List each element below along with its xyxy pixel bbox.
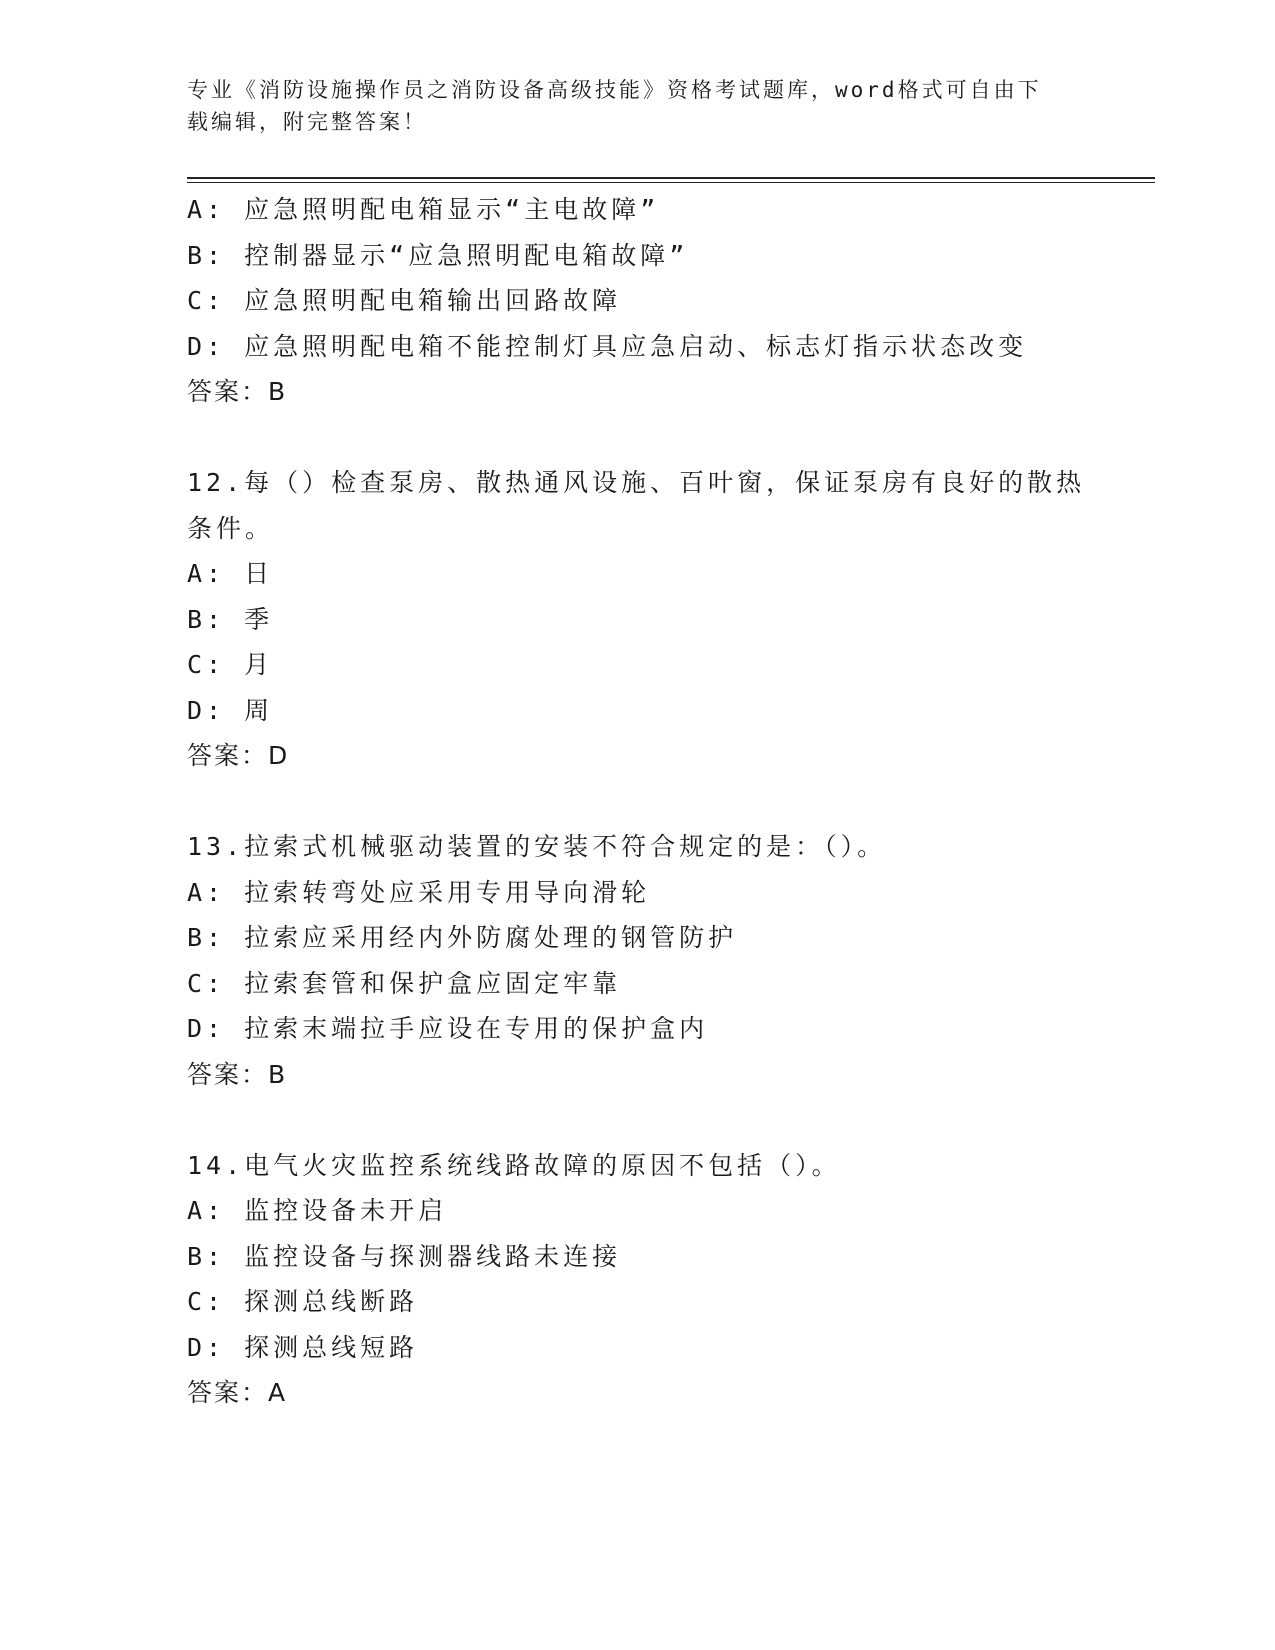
question-block-13: [187, 824, 1087, 1097]
answer-line: 答案：B: [187, 377, 288, 406]
option-a: A: 日: [187, 559, 274, 588]
option-d: D: 探测总线短路: [187, 1332, 419, 1362]
option-d: D: 周: [187, 695, 274, 725]
spacer: [187, 415, 1087, 461]
option-b: B: 拉索应采用经内外防腐处理的钢管防护: [187, 923, 738, 952]
option-a: A: 拉索转弯处应采用专用导向滑轮: [187, 877, 651, 907]
question-stem-line-1: 12.每（）检查泵房、散热通风设施、百叶窗，保证泵房有良好的散热: [187, 468, 1086, 497]
answer-line: 答案：A: [187, 1378, 288, 1407]
option-c: C: 拉索套管和保护盒应固定牢靠: [187, 968, 622, 998]
question-block-12: [187, 460, 1087, 779]
option-c: C: 应急照明配电箱输出回路故障: [187, 286, 622, 315]
answer-line: 答案：B: [187, 1059, 288, 1089]
question-block-14: [187, 1143, 1087, 1416]
option-b: B: 季: [187, 604, 274, 634]
option-a: A: 应急照明配电箱显示“主电故障”: [187, 195, 660, 224]
option-b: B: 控制器显示“应急照明配电箱故障”: [187, 240, 689, 270]
spacer: [187, 1097, 1087, 1143]
answer-line: 答案：D: [187, 741, 290, 770]
header-divider-thick: [187, 177, 1155, 179]
question-stem: 13.拉索式机械驱动装置的安装不符合规定的是：（）。: [187, 832, 887, 861]
question-block-11: [187, 187, 1087, 415]
header-line-2: 载编辑，附完整答案！: [187, 110, 427, 134]
question-list: [187, 187, 1087, 1416]
question-stem-line-2: 条件。: [187, 513, 275, 543]
option-c: C: 月: [187, 650, 274, 679]
header-line-1: 专业《消防设施操作员之消防设备高级技能》资格考试题库，word格式可自由下: [187, 78, 1042, 102]
option-d: D: 拉索末端拉手应设在专用的保护盒内: [187, 1014, 709, 1043]
option-b: B: 监控设备与探测器线路未连接: [187, 1241, 622, 1271]
header-divider-thin: [187, 182, 1155, 183]
spacer: [187, 779, 1087, 825]
document-header: [187, 74, 1087, 138]
option-a: A: 监控设备未开启: [187, 1196, 448, 1225]
option-c: C: 探测总线断路: [187, 1287, 419, 1316]
option-d: D: 应急照明配电箱不能控制灯具应急启动、标志灯指示状态改变: [187, 331, 1028, 361]
question-stem: 14.电气火灾监控系统线路故障的原因不包括（）。: [187, 1150, 841, 1180]
